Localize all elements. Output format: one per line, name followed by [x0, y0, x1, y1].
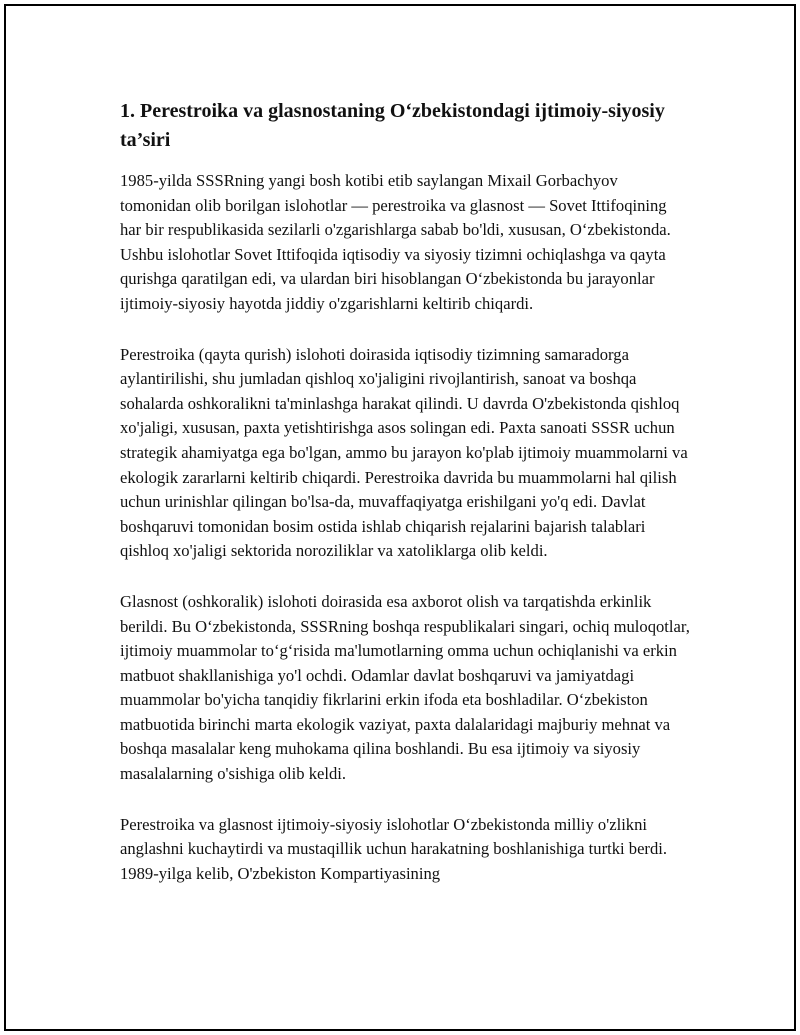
document-title: 1. Perestroika va glasnostaning O‘zbekistondagi ijtimoiy-siyosiy ta’siri — [120, 100, 665, 151]
paragraph-4: Perestroika va glasnost ijtimoiy-siyosiy islohotlar O‘zbekistonda milliy o'zlikni anglashni kuchaytirdi va mustaqillik uchun harakatning boshlanishiga turtki berdi. 1989-yilga kelib, O'zbekiston Kompartiyasining — [120, 814, 668, 883]
page-frame — [4, 4, 796, 1031]
paragraph-1: 1985-yilda SSSRning yangi bosh kotibi etib saylangan Mixail Gorbachyov tomonidan olib borilgan islohotlar — perestroika va glasnost — Sovet Ittifoqining har bir respublikasida sezilarli o'zgarishlarga sabab bo'ldi, xususan, O‘zbekistonda. Ushbu islohotlar Sovet Ittifoqida iqtisodiy va siyosiy tizimni ochiqlashga va qayta qurishga qaratilgan edi, va ulardan biri hisoblangan O‘zbekistonda bu jarayonlar ijtimoiy-siyosiy hayotda jiddiy o'zgarishlarni keltirib chiqardi. — [120, 171, 671, 313]
document-body — [120, 97, 690, 912]
paragraph-2: Perestroika (qayta qurish) islohoti doirasida iqtisodiy tizimning samaradorga aylantirilishi, shu jumladan qishloq xo'jaligini rivojlantirish, sanoat va boshqa sohalarda oshkoralikni ta'minlashga harakat qilindi. U davrda O'zbekistonda qishloq xo'jaligi, xususan, paxta yetishtirishga asos solingan edi. Paxta sanoati SSSR uchun strategik ahamiyatga ega bo'lgan, ammo bu jarayon ko'plab ijtimoiy muammolarni va ekologik zararlarni keltirib chiqardi. Perestroika davrida bu muammolarni hal qilish uchun urinishlar qilingan bo'lsa-da, muvaffaqiyatga erishilgani yo'q edi. Davlat boshqaruvi tomonidan bosim ostida ishlab chiqarish rejalarini bajarish talablari qishloq xo'jaligi sektorida noroziliklar va xatoliklarga olib keldi. — [120, 344, 688, 561]
paragraph-3: Glasnost (oshkoralik) islohoti doirasida esa axborot olish va tarqatishda erkinlik berildi. Bu O‘zbekistonda, SSSRning boshqa respublikalari singari, ochiq muloqotlar, ijtimoiy muammolar to‘g‘risida ma'lumotlarning omma uchun ochiqlanishi va erkin matbuot shakllanishiga yo'l ochdi. Odamlar davlat boshqaruvi va jamiyatdagi muammolar bo'yicha tanqidiy fikrlarini erkin ifoda eta boshladilar. O‘zbekiston matbuotida birinchi marta ekologik vaziyat, paxta dalalaridagi majburiy mehnat va boshqa masalalar keng muhokama qilina boshlandi. Bu esa ijtimoiy va siyosiy masalalarning o'sishiga olib keldi. — [120, 591, 690, 784]
